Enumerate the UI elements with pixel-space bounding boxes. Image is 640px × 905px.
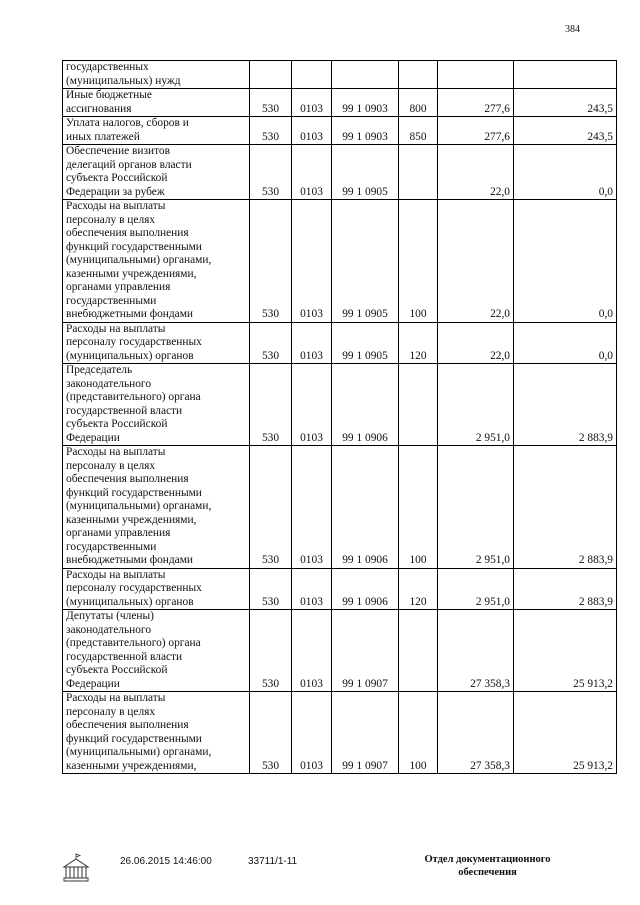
table-row <box>63 322 617 364</box>
table-row <box>63 200 617 323</box>
row-target-article: 99 1 0905 <box>332 200 399 323</box>
row-name: Обеспечение визитов делегаций органов власти субъекта Российской Федерации за рубеж <box>63 145 250 200</box>
row-expense-type: 850 <box>399 117 438 145</box>
row-plan-amount: 2 951,0 <box>438 568 514 610</box>
table-row <box>63 610 617 692</box>
budget-table <box>62 60 617 774</box>
document-id: 33711/1-11 <box>248 856 298 867</box>
row-target-article: 99 1 0906 <box>332 568 399 610</box>
stamp-datetime: 26.06.2015 14:46:00 <box>120 856 212 867</box>
row-target-article: 99 1 0907 <box>332 610 399 692</box>
row-name: Иные бюджетные ассигнования <box>63 89 250 117</box>
row-expense-type: 120 <box>399 322 438 364</box>
row-plan-amount: 22,0 <box>438 200 514 323</box>
row-plan-amount: 277,6 <box>438 89 514 117</box>
row-executed-amount: 2 883,9 <box>514 446 617 569</box>
row-name: Расходы на выплаты персоналу в целях обеспечения выполнения функций государственными (муниципальными) органами, казенными учреждениями, органами управления государственными внебюджетными фондами <box>63 446 250 569</box>
row-section: 0103 <box>292 610 332 692</box>
row-admin-code: 530 <box>250 322 292 364</box>
row-target-article: 99 1 0903 <box>332 89 399 117</box>
row-expense-type: 100 <box>399 692 438 774</box>
row-name: Председатель законодательного (представительного) органа государственной власти субъекта Российской Федерации <box>63 364 250 446</box>
row-expense-type: 120 <box>399 568 438 610</box>
row-admin-code: 530 <box>250 145 292 200</box>
table-row <box>63 568 617 610</box>
row-expense-type <box>399 145 438 200</box>
row-executed-amount: 25 913,2 <box>514 692 617 774</box>
row-section: 0103 <box>292 89 332 117</box>
row-plan-amount: 22,0 <box>438 145 514 200</box>
row-section: 0103 <box>292 145 332 200</box>
page-footer <box>0 853 640 893</box>
row-expense-type: 100 <box>399 200 438 323</box>
row-target-article: 99 1 0905 <box>332 322 399 364</box>
row-executed-amount: 243,5 <box>514 89 617 117</box>
row-admin-code: 530 <box>250 446 292 569</box>
row-name: Расходы на выплаты персоналу в целях обеспечения выполнения функций государственными (муниципальными) органами, казенными учреждениями, органами управления государственными внебюджетными фондами <box>63 200 250 323</box>
row-executed-amount: 2 883,9 <box>514 364 617 446</box>
row-executed-amount: 243,5 <box>514 117 617 145</box>
row-target-article: 99 1 0906 <box>332 364 399 446</box>
table-row <box>63 117 617 145</box>
table-row <box>63 446 617 569</box>
row-admin-code: 530 <box>250 200 292 323</box>
row-name: Расходы на выплаты персоналу государственных (муниципальных) органов <box>63 322 250 364</box>
row-expense-type: 100 <box>399 446 438 569</box>
row-executed-amount: 0,0 <box>514 200 617 323</box>
row-section: 0103 <box>292 364 332 446</box>
row-expense-type <box>399 364 438 446</box>
table-row <box>63 692 617 774</box>
row-name: Расходы на выплаты персоналу в целях обеспечения выполнения функций государственными (муниципальными) органами, казенными учреждениями, <box>63 692 250 774</box>
row-section: 0103 <box>292 446 332 569</box>
row-executed-amount: 0,0 <box>514 145 617 200</box>
row-section: 0103 <box>292 200 332 323</box>
row-plan-amount: 27 358,3 <box>438 692 514 774</box>
table-row <box>63 61 617 89</box>
row-name: Расходы на выплаты персоналу государственных (муниципальных) органов <box>63 568 250 610</box>
row-expense-type <box>399 61 438 89</box>
row-target-article: 99 1 0903 <box>332 117 399 145</box>
row-target-article: 99 1 0906 <box>332 446 399 569</box>
row-executed-amount: 2 883,9 <box>514 568 617 610</box>
row-expense-type: 800 <box>399 89 438 117</box>
row-plan-amount <box>438 61 514 89</box>
department-name: Отдел документационного обеспечения <box>424 854 551 878</box>
row-admin-code: 530 <box>250 610 292 692</box>
row-name: государственных (муниципальных) нужд <box>63 61 250 89</box>
row-section: 0103 <box>292 692 332 774</box>
row-section: 0103 <box>292 568 332 610</box>
table-row <box>63 89 617 117</box>
row-plan-amount: 277,6 <box>438 117 514 145</box>
row-executed-amount: 0,0 <box>514 322 617 364</box>
row-admin-code: 530 <box>250 117 292 145</box>
row-plan-amount: 2 951,0 <box>438 446 514 569</box>
row-admin-code <box>250 61 292 89</box>
row-name: Уплата налогов, сборов и иных платежей <box>63 117 250 145</box>
row-target-article: 99 1 0907 <box>332 692 399 774</box>
table-row <box>63 145 617 200</box>
emblem-icon <box>62 853 90 888</box>
row-section <box>292 61 332 89</box>
row-admin-code: 530 <box>250 568 292 610</box>
row-plan-amount: 27 358,3 <box>438 610 514 692</box>
row-expense-type <box>399 610 438 692</box>
row-admin-code: 530 <box>250 692 292 774</box>
row-executed-amount: 25 913,2 <box>514 610 617 692</box>
row-plan-amount: 2 951,0 <box>438 364 514 446</box>
row-admin-code: 530 <box>250 364 292 446</box>
row-executed-amount <box>514 61 617 89</box>
row-section: 0103 <box>292 117 332 145</box>
row-target-article <box>332 61 399 89</box>
page-number: 384 <box>565 24 580 35</box>
row-plan-amount: 22,0 <box>438 322 514 364</box>
row-name: Депутаты (члены) законодательного (представительного) органа государственной власти субъекта Российской Федерации <box>63 610 250 692</box>
row-admin-code: 530 <box>250 89 292 117</box>
row-section: 0103 <box>292 322 332 364</box>
row-target-article: 99 1 0905 <box>332 145 399 200</box>
table-body <box>63 61 617 774</box>
table-row <box>63 364 617 446</box>
